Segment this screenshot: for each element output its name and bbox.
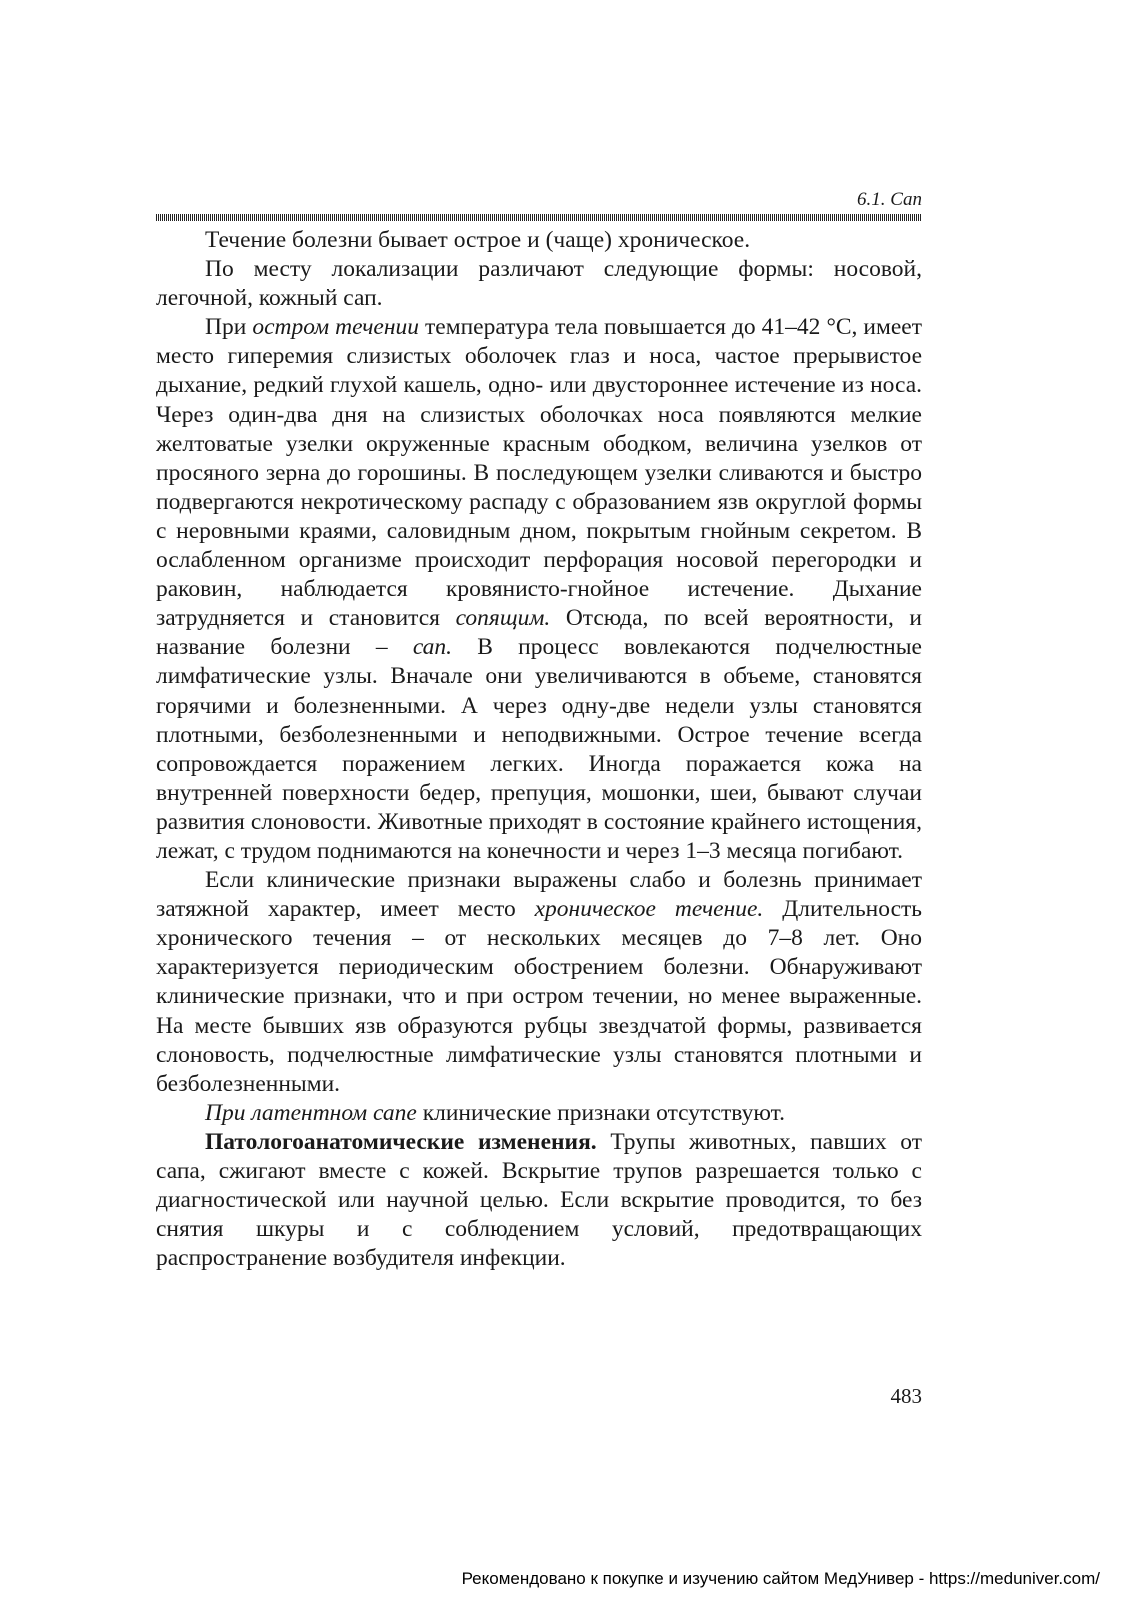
paragraph-acute: При остром течении температура тела повышается до 41–42 °С, имеет место гиперемия слизистых оболочек глаз и носа, частое прерывистое дыхание, редкий глухой кашель, одно- или двустороннее истечение из носа. Через один-два дня на слизистых оболочках носа появляются мелкие желтоватые узелки окруженные красным ободком, величина узелков от просяного зерна до горошины. В последующем узелки сливаются и быстро подвергаются некротическому распаду с образованием язв округлой формы с неровными краями, саловидным дном, покрытым гнойным секретом. В ослабленном организме происходит перфорация носовой перегородки и раковин, наблюдается кровянисто-гнойное истечение. Дыхание затрудняется и становится сопящим. Отсюда, по всей вероятности, и название болезни – сап. В процесс вовлекаются подчелюстные лимфатические узлы. Вначале они увеличиваются в объеме, становятся горячими и болезненными. А через одну-две недели узлы становятся плотными, безболезненными и неподвижными. Острое течение всегда сопровождается поражением легких. Иногда поражается кожа на внутренней поверхности бедер, препуция, мошонки, шеи, бывают случаи развития слоновости. Животные приходят в состояние крайнего истощения, лежат, с трудом поднимаются на конечности и через 1–3 месяца погибают. (156, 314, 922, 864)
term-chronic-course: хроническое течение. (534, 896, 764, 923)
page-number: 483 (890, 1384, 922, 1408)
paragraph-chronic: Если клинические признаки выражены слабо и болезнь принимает затяжной характер, имеет место хроническое течение. Длительность хронического течения – от нескольких месяцев до 7–8 лет. Оно характеризуется периодическим обострением болезни. Обнаруживают клинические признаки, что и при остром течении, но менее выраженные. На месте бывших язв образуются рубцы звездчатой формы, развивается слоновость, подчелюстные лимфатические узлы становятся плотными и безболезненными. (156, 867, 922, 1097)
paragraph-forms: По месту локализации различают следующие формы: носовой, легочной, кожный сап. (156, 256, 922, 312)
paragraph-pathology: Патологоанатомические изменения. Трупы животных, павших от сапа, сжигают вместе с кожей. Вскрытие трупов разрешается только с диагностической или научной целью. Если вскрытие проводится, то без снятия шкуры и с соблюдением условий, предотвращающих распространение возбудителя инфекции. (156, 1128, 922, 1272)
term-snoring: сопящим. (455, 605, 551, 632)
header-rule (156, 214, 922, 221)
paragraph-latent: При латентном сапе клинические признаки отсутствуют. (205, 1099, 785, 1126)
running-head: 6.1. Сап (856, 189, 922, 210)
term-acute-course: остром течении (252, 314, 419, 341)
paragraph-course: Течение болезни бывает острое и (чаще) хроническое. (205, 227, 751, 253)
term-latent: При латентном сапе (205, 1099, 417, 1126)
footer-note: Рекомендовано к покупке и изучению сайтом МедУнивер - https://meduniver.com/ (461, 1569, 1100, 1588)
section-heading-pathology: Патологоанатомические изменения. (205, 1128, 597, 1155)
term-glanders: сап. (412, 634, 453, 661)
body-text (156, 226, 922, 1273)
